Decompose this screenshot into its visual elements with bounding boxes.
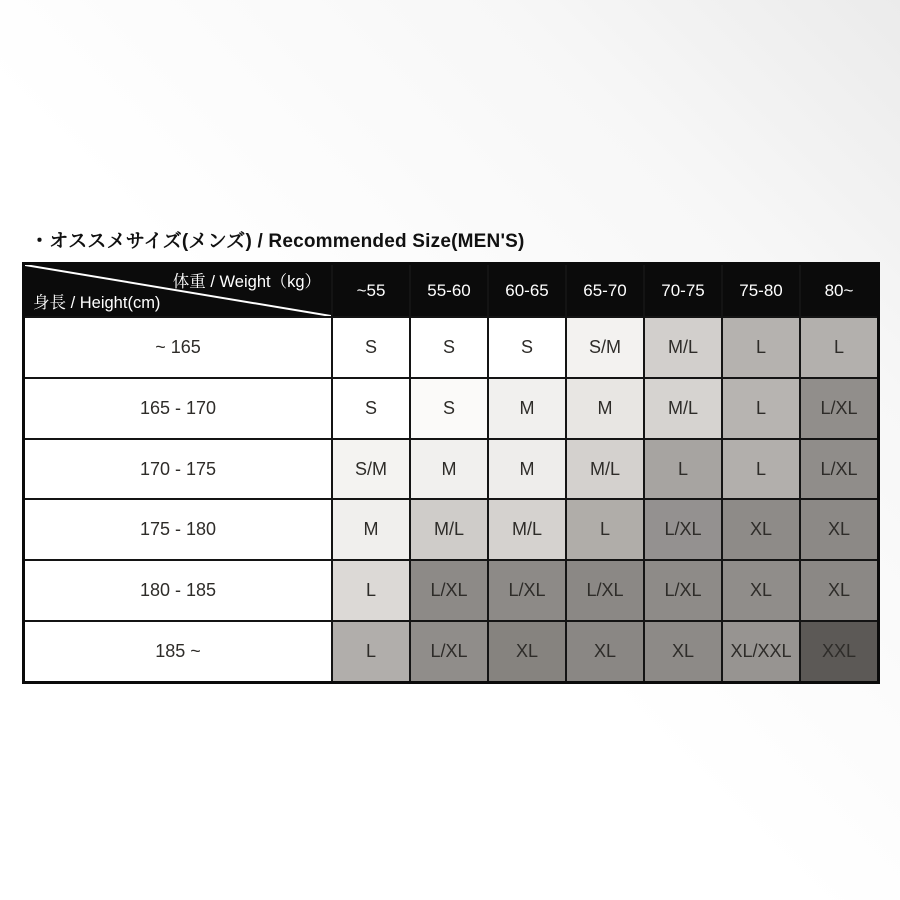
height-row-label: 165 - 170 bbox=[25, 379, 331, 438]
height-row-label: 175 - 180 bbox=[25, 500, 331, 559]
height-row-label: 170 - 175 bbox=[25, 440, 331, 499]
size-cell: L/XL bbox=[567, 561, 643, 620]
weight-axis-label: 体重 / Weight（kg） bbox=[172, 273, 321, 291]
height-row-label: 180 - 185 bbox=[25, 561, 331, 620]
size-cell: S bbox=[333, 318, 409, 377]
size-cell: L bbox=[723, 379, 799, 438]
size-cell: XL bbox=[567, 622, 643, 681]
size-cell: XL bbox=[645, 622, 721, 681]
size-cell: XL bbox=[801, 561, 877, 620]
height-axis-label: 身長 / Height(cm) bbox=[33, 294, 161, 312]
size-cell: S bbox=[411, 318, 487, 377]
height-row-label: 185 ~ bbox=[25, 622, 331, 681]
size-cell: M bbox=[489, 379, 565, 438]
size-cell: S/M bbox=[333, 440, 409, 499]
weight-col-header: 55-60 bbox=[411, 265, 487, 316]
size-cell: L bbox=[567, 500, 643, 559]
size-table bbox=[22, 262, 880, 684]
size-cell: L/XL bbox=[801, 440, 877, 499]
size-cell: L/XL bbox=[645, 561, 721, 620]
size-cell: L bbox=[333, 622, 409, 681]
weight-col-header: 80~ bbox=[801, 265, 877, 316]
size-cell: S bbox=[411, 379, 487, 438]
table-corner-cell bbox=[25, 265, 331, 316]
weight-col-header: 75-80 bbox=[723, 265, 799, 316]
size-cell: L/XL bbox=[411, 622, 487, 681]
size-cell: L bbox=[723, 318, 799, 377]
size-cell: M/L bbox=[567, 440, 643, 499]
size-cell: L/XL bbox=[645, 500, 721, 559]
size-cell: L/XL bbox=[489, 561, 565, 620]
size-cell: M bbox=[567, 379, 643, 438]
size-cell: L bbox=[723, 440, 799, 499]
size-cell: S/M bbox=[567, 318, 643, 377]
size-cell: XXL bbox=[801, 622, 877, 681]
weight-col-header: 60-65 bbox=[489, 265, 565, 316]
size-cell: XL bbox=[723, 561, 799, 620]
page-title: ・オススメサイズ(メンズ) / Recommended Size(MEN'S) bbox=[30, 231, 525, 252]
size-cell: M/L bbox=[645, 318, 721, 377]
size-cell: L bbox=[801, 318, 877, 377]
size-cell: XL bbox=[489, 622, 565, 681]
size-cell: S bbox=[489, 318, 565, 377]
size-cell: M/L bbox=[645, 379, 721, 438]
size-cell: M bbox=[489, 440, 565, 499]
size-cell: L/XL bbox=[801, 379, 877, 438]
weight-col-header: 65-70 bbox=[567, 265, 643, 316]
size-cell: L/XL bbox=[411, 561, 487, 620]
size-cell: L bbox=[333, 561, 409, 620]
size-cell: S bbox=[333, 379, 409, 438]
height-row-label: ~ 165 bbox=[25, 318, 331, 377]
size-cell: M bbox=[411, 440, 487, 499]
weight-col-header: ~55 bbox=[333, 265, 409, 316]
weight-col-header: 70-75 bbox=[645, 265, 721, 316]
size-cell: XL/XXL bbox=[723, 622, 799, 681]
size-cell: XL bbox=[723, 500, 799, 559]
size-cell: M/L bbox=[411, 500, 487, 559]
size-cell: XL bbox=[801, 500, 877, 559]
size-cell: M bbox=[333, 500, 409, 559]
size-cell: M/L bbox=[489, 500, 565, 559]
size-cell: L bbox=[645, 440, 721, 499]
